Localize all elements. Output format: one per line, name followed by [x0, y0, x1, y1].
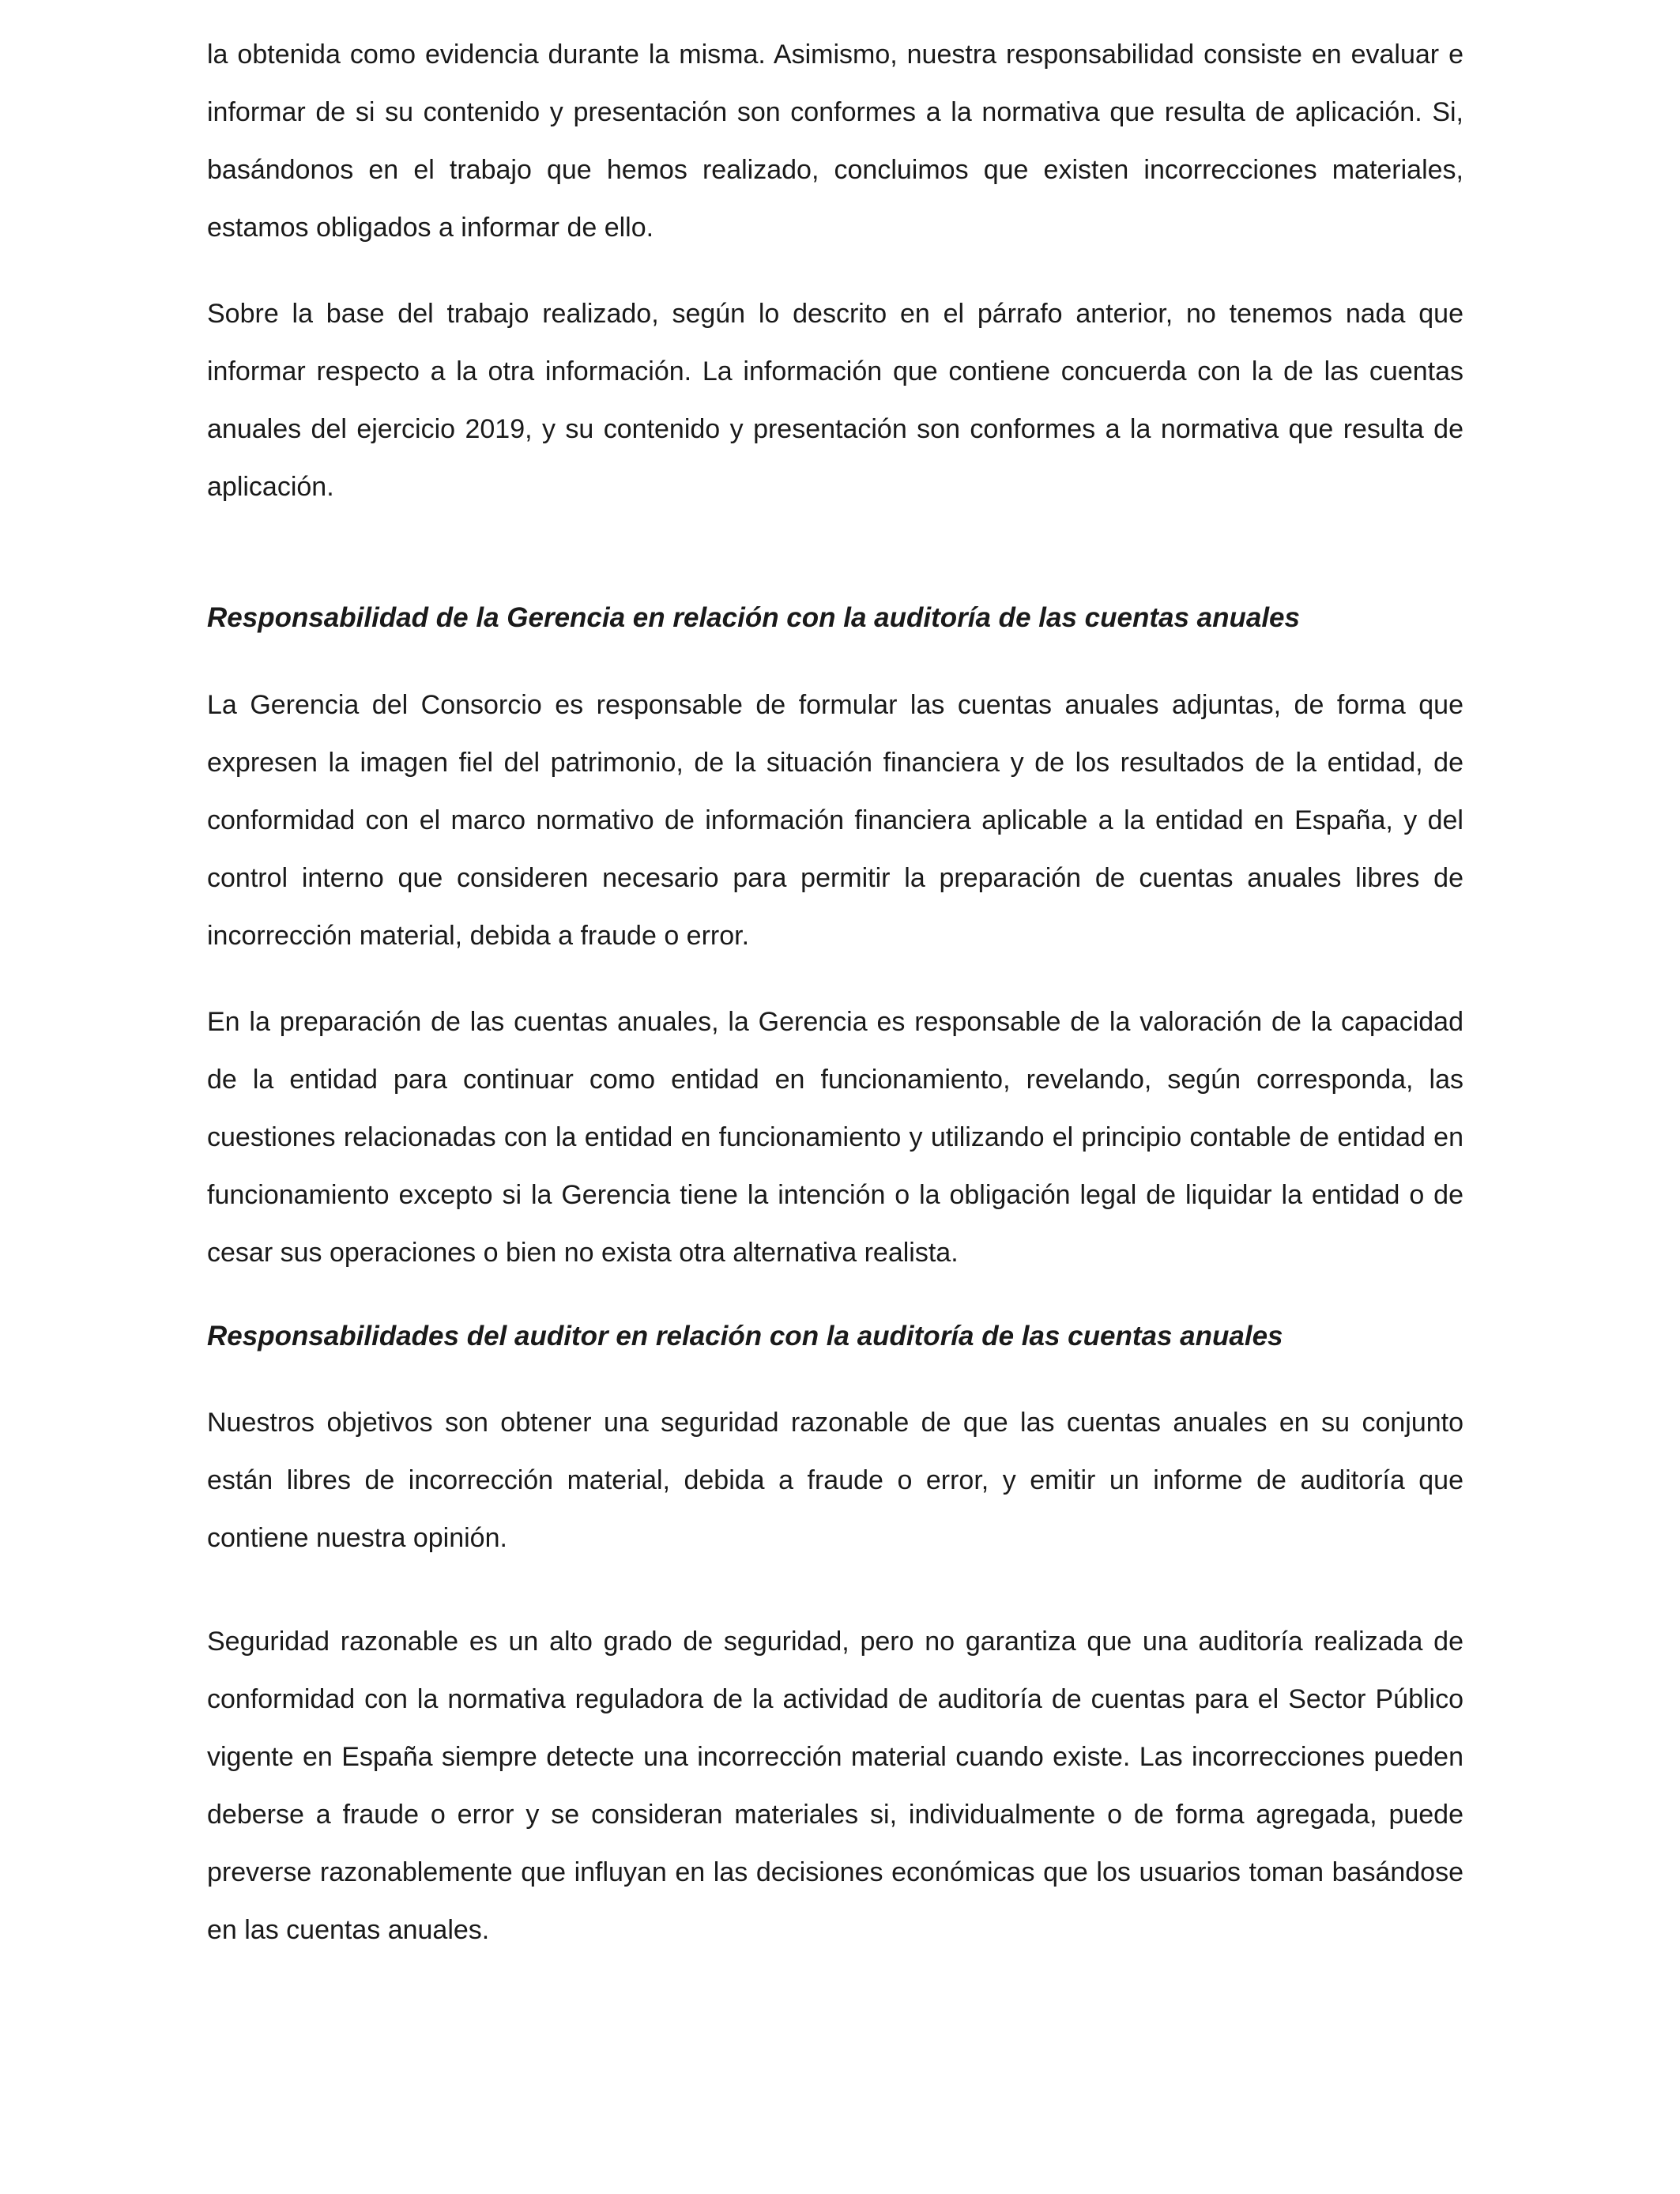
paragraph-audit-objectives: Nuestros objetivos son obtener una seguridad razonable de que las cuentas anuales en su conjunto están libres de incorrección material, debida a fraude o error, y emitir un informe de auditoría que contiene nuestra opinión.	[207, 1408, 1463, 1553]
paragraph-management-formulation: La Gerencia del Consorcio es responsable de formular las cuentas anuales adjuntas, de forma que expresen la imagen fiel del patrimonio, de la situación financiera y de los resultados de la entidad, de conformidad con el marco normativo de información financiera aplicable a la entidad en España, y del control interno que consideren necesario para permitir la preparación de cuentas anuales libres de incorrección material, debida a fraude o error.	[207, 690, 1463, 951]
heading-management-responsibility: Responsabilidad de la Gerencia en relación con la auditoría de las cuentas anuales	[207, 602, 1300, 633]
heading-auditor-responsibility: Responsabilidades del auditor en relación con la auditoría de las cuentas anuales	[207, 1321, 1283, 1351]
paragraph-going-concern: En la preparación de las cuentas anuales, la Gerencia es responsable de la valoración de la capacidad de la entidad para continuar como entidad en funcionamiento, revelando, según corresponda, las cuestiones relacionadas con la entidad en funcionamiento y utilizando el principio contable de entidad en funcionamiento excepto si la Gerencia tiene la intención o la obligación legal de liquidar la entidad o de cesar sus operaciones o bien no exista otra alternativa realista.	[207, 1007, 1463, 1268]
paragraph-evaluation-responsibility: la obtenida como evidencia durante la misma. Asimismo, nuestra responsabilidad consiste en evaluar e informar de si su contenido y presentación son conformes a la normativa que resulta de aplicación. Si, basándonos en el trabajo que hemos realizado, concluimos que existen incorrecciones materiales, estamos obligados a informar de ello.	[207, 40, 1463, 243]
paragraph-reasonable-assurance: Seguridad razonable es un alto grado de seguridad, pero no garantiza que una auditoría realizada de conformidad con la normativa reguladora de la actividad de auditoría de cuentas para el Sector Público vigente en España siempre detecte una incorrección material cuando existe. Las incorrecciones pueden deberse a fraude o error y se consideran materiales si, individualmente o de forma agregada, puede preverse razonablemente que influyan en las decisiones económicas que los usuarios toman basándose en las cuentas anuales.	[207, 1627, 1463, 1945]
paragraph-other-information-conclusion: Sobre la base del trabajo realizado, según lo descrito en el párrafo anterior, no tenemos nada que informar respecto a la otra información. La información que contiene concuerda con la de las cuentas anuales del ejercicio 2019, y su contenido y presentación son conformes a la normativa que resulta de aplicación.	[207, 299, 1463, 502]
